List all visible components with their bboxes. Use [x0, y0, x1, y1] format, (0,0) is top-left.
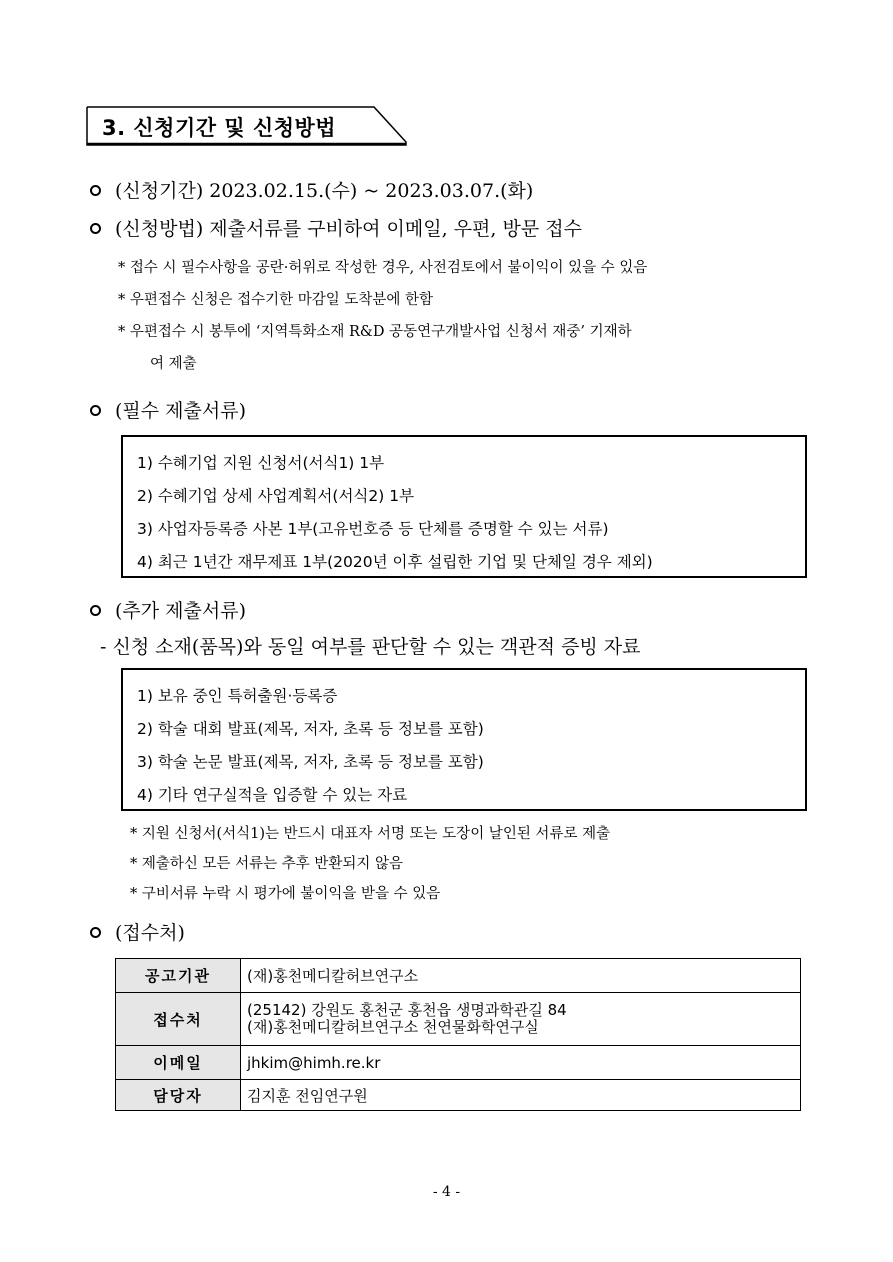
method-note: * 접수 시 필수사항을 공란·허위로 작성한 경우, 사전검토에서 불이익이 있을 수 있음	[118, 260, 648, 276]
circle-bullet-icon	[90, 223, 101, 234]
list-item: 3) 사업자등록증 사본 1부(고유번호증 등 단체를 증명할 수 있는 서류)	[137, 520, 609, 538]
circle-bullet-icon	[90, 927, 101, 938]
table-row	[116, 1046, 801, 1080]
additional-note: * 제출하신 모든 서류는 추후 반환되지 않음	[130, 856, 404, 872]
address-line: (25142) 강원도 홍천군 홍천읍 생명과학관길 84	[247, 1001, 567, 1019]
table-label: 공고기관	[116, 959, 241, 993]
department-line: (재)홍천메디칼허브연구소 천연물화학연구실	[247, 1018, 539, 1036]
table-row	[116, 959, 801, 993]
required-docs-box	[121, 435, 807, 578]
receiver-label: (접수처)	[115, 922, 185, 944]
email-value[interactable]: jhkim@himh.re.kr	[241, 1046, 801, 1080]
method-line	[90, 214, 582, 241]
table-row	[116, 1080, 801, 1111]
method-note: * 우편접수 신청은 접수기한 마감일 도착분에 한함	[118, 292, 434, 308]
circle-bullet-icon	[90, 605, 101, 616]
list-item: 1) 보유 중인 특허출원·등록증	[137, 687, 338, 705]
additional-docs-heading	[90, 596, 246, 623]
method-note: * 우편접수 시 봉투에 ‘지역특화소재 R&D 공동연구개발사업 신청서 재중’ 기재하	[118, 324, 632, 340]
additional-note: * 지원 신청서(서식1)는 반드시 대표자 서명 또는 도장이 날인된 서류로 제출	[130, 826, 611, 842]
method-text: (신청방법) 제출서류를 구비하여 이메일, 우편, 방문 접수	[115, 218, 582, 240]
section-header	[86, 106, 408, 146]
period-line	[90, 176, 533, 203]
required-docs-label: (필수 제출서류)	[115, 400, 246, 422]
method-note: 여 제출	[150, 356, 197, 372]
list-item: 2) 학술 대회 발표(제목, 저자, 초록 등 정보를 포함)	[137, 720, 484, 738]
list-item: 3) 학술 논문 발표(제목, 저자, 초록 등 정보를 포함)	[137, 753, 484, 771]
table-row	[116, 993, 801, 1046]
section-title: 3. 신청기간 및 신청방법	[102, 116, 337, 140]
table-value: (재)홍천메디칼허브연구소	[241, 959, 801, 993]
additional-docs-box	[121, 668, 807, 811]
receiver-table	[115, 958, 801, 1111]
list-item: 2) 수혜기업 상세 사업계획서(서식2) 1부	[137, 487, 415, 505]
receiver-heading	[90, 918, 185, 945]
required-docs-heading	[90, 396, 246, 423]
table-label: 이메일	[116, 1046, 241, 1080]
additional-docs-label: (추가 제출서류)	[115, 600, 246, 622]
list-item: 4) 기타 연구실적을 입증할 수 있는 자료	[137, 786, 408, 804]
circle-bullet-icon	[90, 405, 101, 416]
table-label: 접수처	[116, 993, 241, 1046]
list-item: 1) 수혜기업 지원 신청서(서식1) 1부	[137, 454, 385, 472]
additional-note: * 구비서류 누락 시 평가에 불이익을 받을 수 있음	[130, 886, 441, 902]
list-item: 4) 최근 1년간 재무제표 1부(2020년 이후 설립한 기업 및 단체일 경우 제외)	[137, 553, 653, 571]
table-label: 담당자	[116, 1080, 241, 1111]
page-number: - 4 -	[432, 1184, 461, 1200]
table-value	[241, 993, 801, 1046]
circle-bullet-icon	[90, 185, 101, 196]
period-text: (신청기간) 2023.02.15.(수) ~ 2023.03.07.(화)	[115, 180, 534, 202]
table-value: 김지훈 전임연구원	[241, 1080, 801, 1111]
additional-docs-subtitle: - 신청 소재(품목)와 동일 여부를 판단할 수 있는 객관적 증빙 자료	[100, 636, 641, 658]
